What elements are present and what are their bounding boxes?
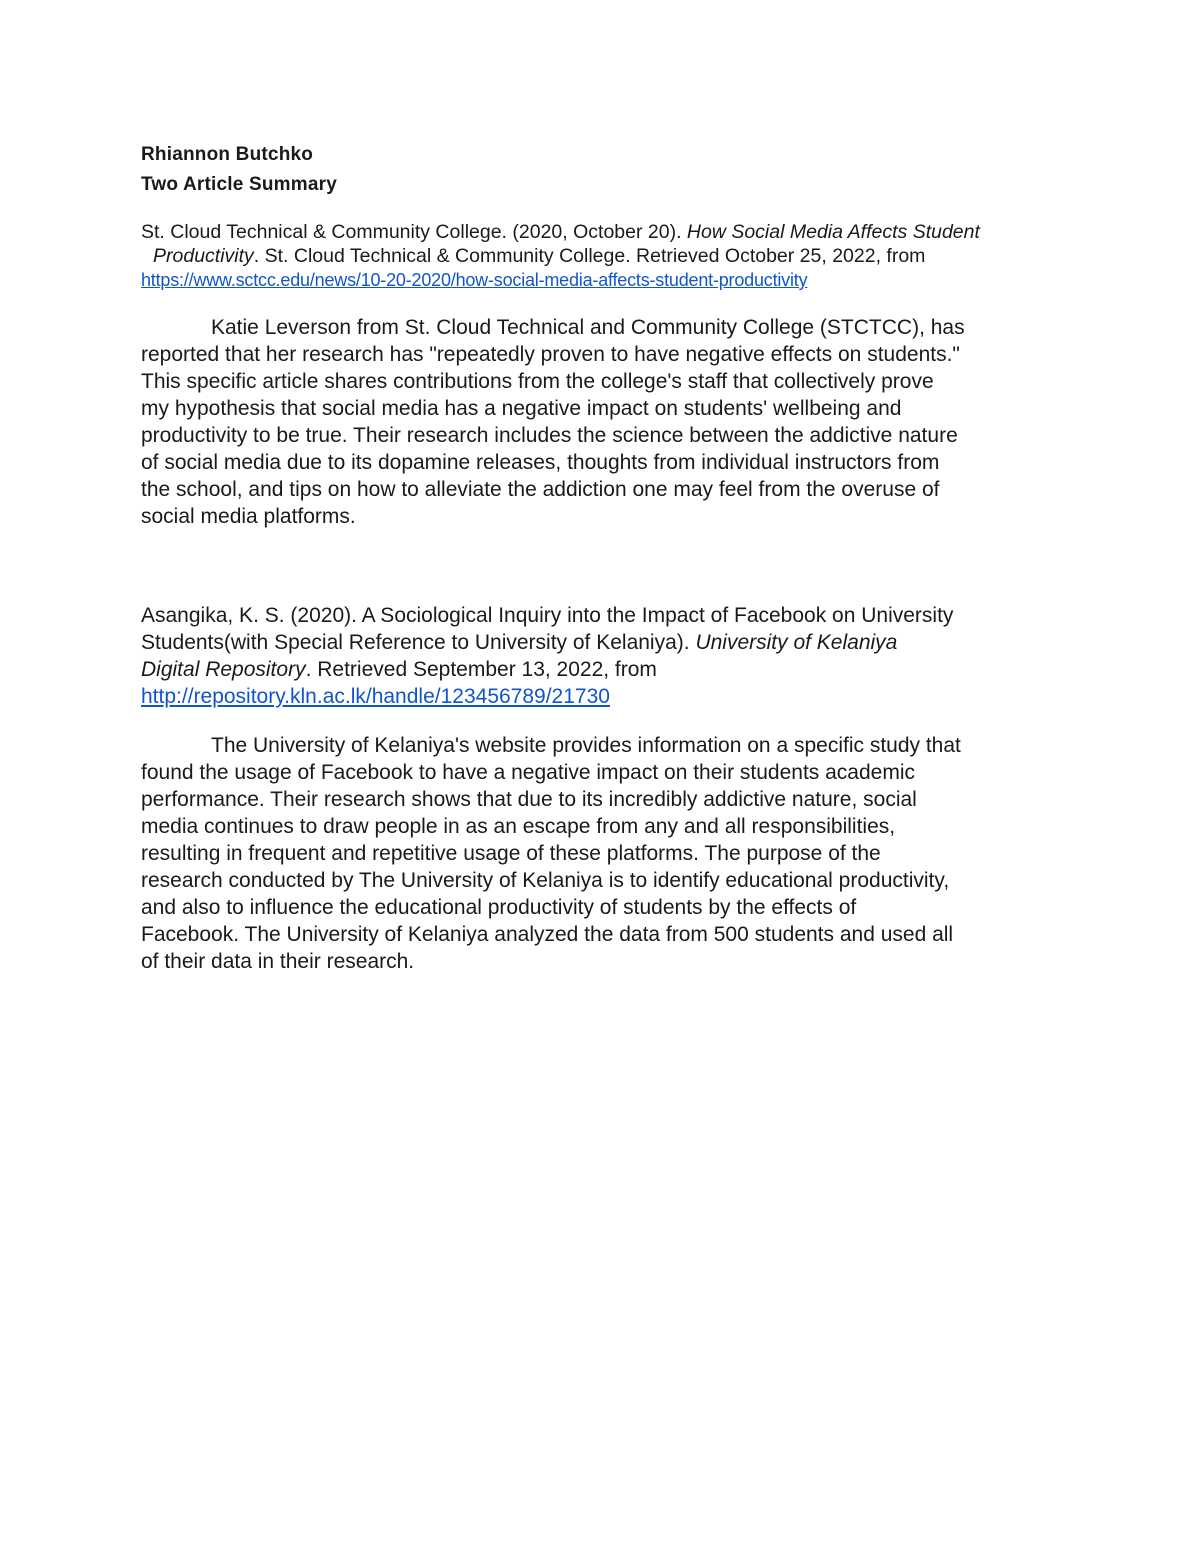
document-page [141, 140, 1071, 975]
citation-1-title-cont: Productivity [153, 245, 254, 267]
summary-2-line: research conducted by The University of Kelaniya is to identify educational productivity, [141, 869, 950, 892]
citation-2-line-1: Asangika, K. S. (2020). A Sociological Inquiry into the Impact of Facebook on University [141, 604, 954, 627]
summary-2-line: resulting in frequent and repetitive usage of these platforms. The purpose of the [141, 842, 881, 865]
summary-1-line: social media platforms. [141, 505, 356, 528]
citation-2-journal-cont: Digital Repository [141, 658, 306, 681]
summary-2-line: of their data in their research. [141, 950, 415, 973]
document-title: Two Article Summary [141, 174, 337, 195]
summary-2-line: The University of Kelaniya's website provides information on a specific study that [211, 734, 961, 757]
summary-2 [141, 732, 1071, 975]
citation-1-line-3 [141, 268, 1071, 292]
summary-2-line: Facebook. The University of Kelaniya analyzed the data from 500 students and used all [141, 923, 954, 946]
summary-1-line: This specific article shares contributions from the college's staff that collectively prove [141, 370, 934, 393]
summary-1-line: reported that her research has "repeatedly proven to have negative effects on students." [141, 343, 960, 366]
summary-2-line: and also to influence the educational productivity of students by the effects of [141, 896, 857, 919]
summary-2-line: performance. Their research shows that due to its incredibly addictive nature, social [141, 788, 917, 811]
citation-2-journal: University of Kelaniya [695, 631, 898, 654]
citation-2-link[interactable]: http://repository.kln.ac.lk/handle/123456789/21730 [141, 685, 610, 708]
citation-1-suffix: . St. Cloud Technical & Community College. Retrieved October 25, 2022, from [253, 245, 926, 267]
citation-2-line-4 [141, 683, 1071, 710]
summary-1-line: productivity to be true. Their research includes the science between the addictive nature [141, 424, 958, 447]
citation-2-prefix: Students(with Special Reference to University of Kelaniya). [141, 631, 696, 654]
summary-1-line: my hypothesis that social media has a negative impact on students' wellbeing and [141, 397, 902, 420]
summary-1-line: of social media due to its dopamine releases, thoughts from individual instructors from [141, 451, 940, 474]
summary-1 [141, 314, 1071, 530]
citation-2-line-2 [141, 629, 1071, 656]
citation-1-title: How Social Media Affects Student [686, 221, 980, 243]
summary-2-line: found the usage of Facebook to have a negative impact on their students academic [141, 761, 915, 784]
summary-1-line: the school, and tips on how to alleviate the addiction one may feel from the overuse of [141, 478, 940, 501]
summary-2-line: media continues to draw people in as an escape from any and all responsibilities, [141, 815, 896, 838]
summary-1-line: Katie Leverson from St. Cloud Technical and Community College (STCTCC), has [211, 316, 965, 339]
citation-2 [141, 602, 1071, 710]
citation-2-line-3 [141, 656, 1071, 683]
citation-1-line-1 [141, 220, 1071, 244]
citation-1-line-2 [151, 244, 1071, 268]
citation-1-prefix: St. Cloud Technical & Community College. (2020, October 20). [141, 221, 687, 243]
citation-2-suffix: . Retrieved September 13, 2022, from [305, 658, 657, 681]
citation-1-link[interactable]: https://www.sctcc.edu/news/10-20-2020/how-social-media-affects-student-productivity [141, 270, 808, 290]
author-name: Rhiannon Butchko [141, 144, 314, 165]
citation-1 [141, 220, 1071, 292]
